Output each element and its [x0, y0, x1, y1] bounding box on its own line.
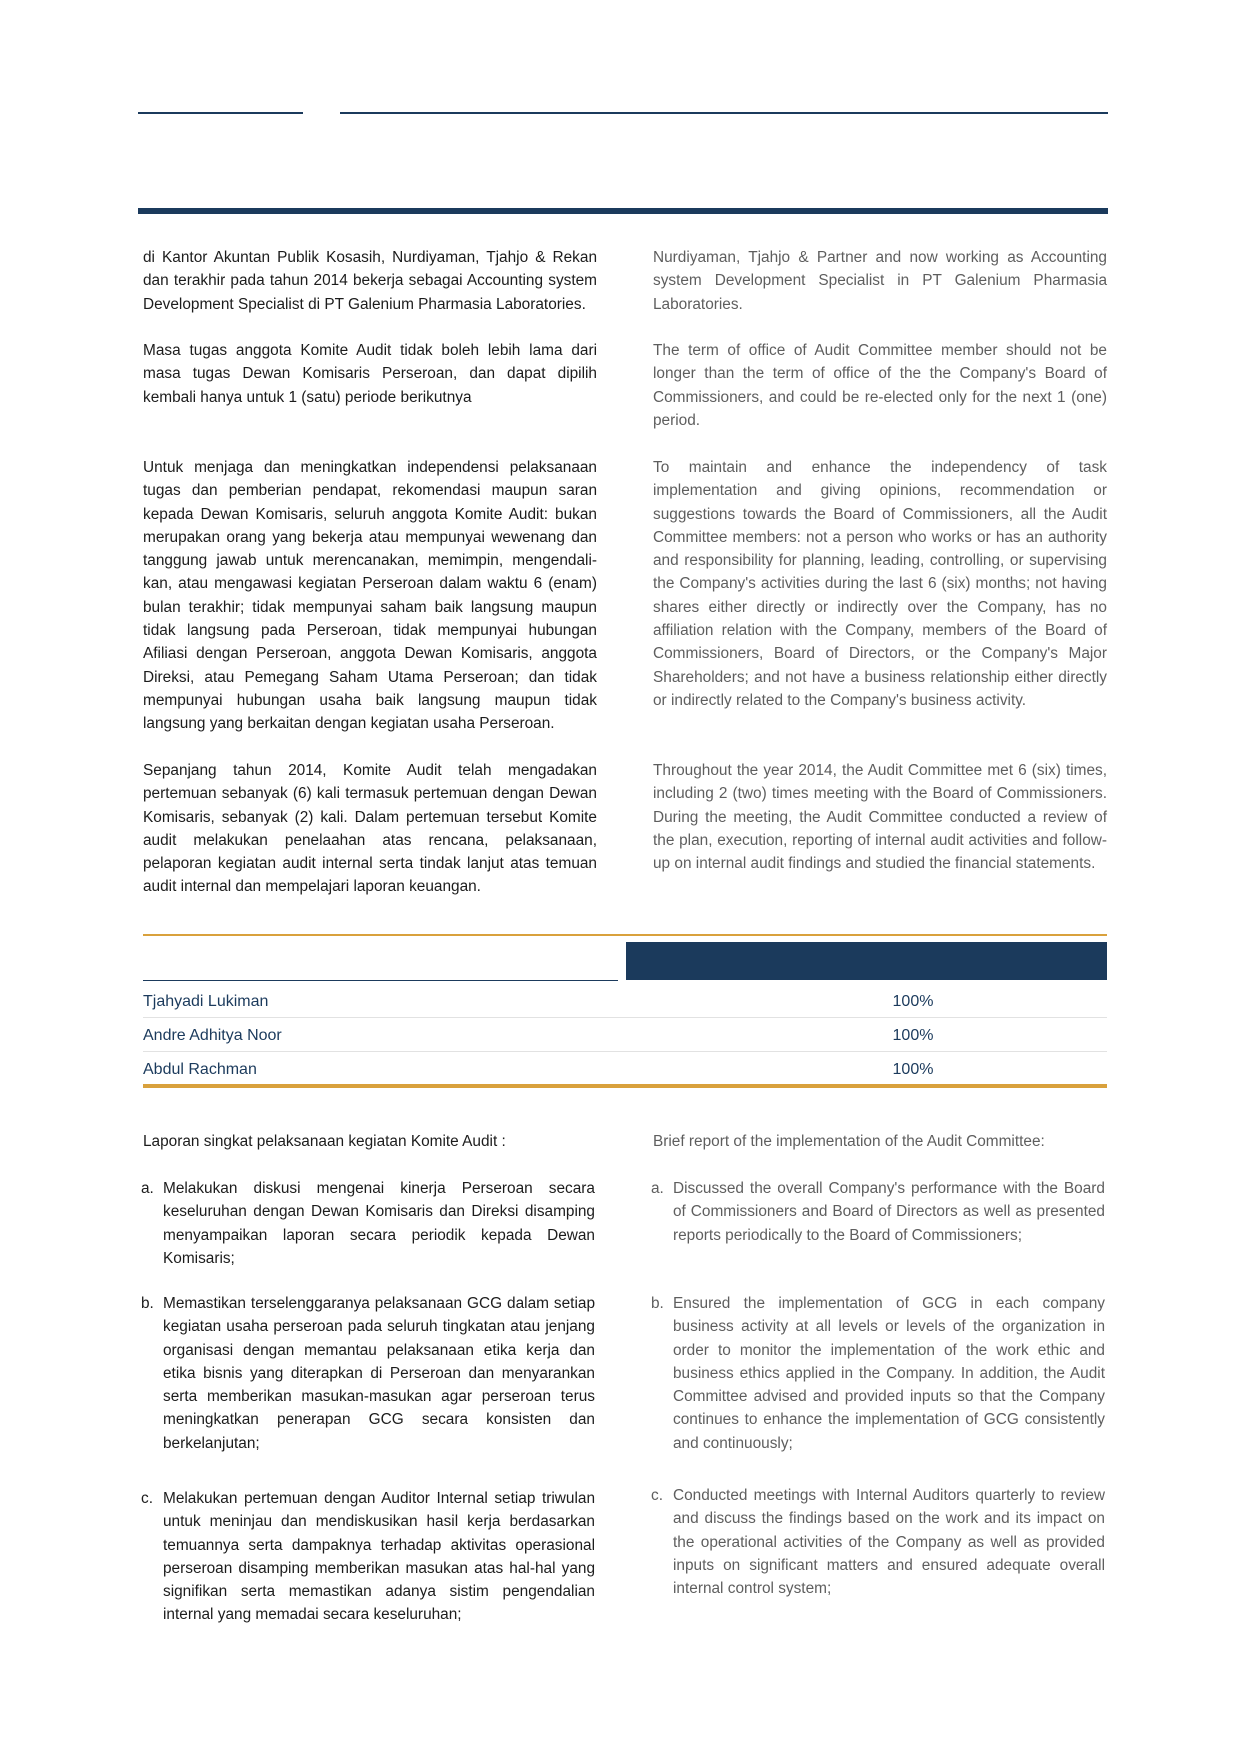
table-header-navy-block	[626, 942, 1107, 980]
left-paragraph-4	[143, 759, 597, 899]
item-letter: b.	[141, 1295, 154, 1312]
report-item-left-b	[141, 1292, 595, 1455]
attendance-value: 100%	[892, 993, 934, 1010]
right-paragraph-3	[653, 456, 1107, 712]
item-letter: c.	[141, 1490, 153, 1507]
header-rule-short	[138, 112, 303, 114]
paragraph-text: di Kantor Akuntan Publik Kosasih, Nurdiyaman, Tjahjo & Rekan dan terakhir pada tahun 2014 bekerja sebagai Accounting system Development Specialist di PT Galenium Pharmasia Laboratories.	[143, 249, 597, 313]
attendance-value: 100%	[892, 1027, 934, 1044]
paragraph-text: To maintain and enhance the independency of task implementation and giving opinions, recommendation or suggestions towards the Board of Commissioners, all the Audit Committee members: not a person who works or has an authority and responsibility for planning, leading, controlling, or supervising the Company's activities during the last 6 (six) months; not having shares either directly or indirectly over the Company, has no affiliation relation with the Company, members of the Board of Commissioners, Board of Directors, or the Company's Major Shareholders; and not have a business relationship either directly or indirectly related to the Company's business activity.	[653, 459, 1107, 709]
report-item-right-a	[651, 1177, 1105, 1247]
left-paragraph-2	[143, 339, 597, 409]
right-paragraph-2	[653, 339, 1107, 432]
table-row	[143, 1053, 1107, 1086]
report-item-left-c	[141, 1487, 595, 1627]
report-intro-right	[653, 1130, 1107, 1153]
right-paragraph-4	[653, 759, 1107, 875]
row-separator	[143, 1017, 1107, 1018]
paragraph-text: The term of office of Audit Committee member should not be longer than the term of office of the the Company's Board of Commissioners, and could be re-elected only for the next 1 (one) period.	[653, 342, 1107, 429]
member-name: Andre Adhitya Noor	[143, 1027, 282, 1044]
report-item-right-b	[651, 1292, 1105, 1455]
table-row	[143, 985, 1107, 1018]
table-top-gold-line	[143, 934, 1107, 936]
intro-text: Laporan singkat pelaksanaan kegiatan Komite Audit :	[143, 1133, 506, 1150]
paragraph-text: Throughout the year 2014, the Audit Committee met 6 (six) times, including 2 (two) times meeting with the Board of Commissioners. During the meeting, the Audit Committee conducted a review of the plan, execution, reporting of internal audit activities and follow-up on internal audit findings and studied the financial statements.	[653, 762, 1107, 873]
item-letter: a.	[651, 1180, 664, 1197]
item-text: Melakukan diskusi mengenai kinerja Perseroan secara keseluruhan dengan Dewan Komisaris dan Direksi disamping menyampaikan laporan secara periodik kepada Dewan Komisaris;	[163, 1180, 595, 1267]
item-letter: b.	[651, 1295, 664, 1312]
item-letter: c.	[651, 1487, 663, 1504]
attendance-value: 100%	[892, 1061, 934, 1078]
table-bottom-gold-line	[143, 1084, 1107, 1088]
table-header-underline	[143, 980, 618, 981]
report-item-left-a	[141, 1177, 595, 1270]
paragraph-text: Masa tugas anggota Komite Audit tidak boleh lebih lama dari masa tugas Dewan Komisaris Perseroan, dan dapat dipilih kembali hanya untuk 1 (satu) periode berikutnya	[143, 342, 597, 406]
left-paragraph-1	[143, 246, 597, 316]
item-text: Melakukan pertemuan dengan Auditor Internal setiap triwulan untuk meninjau dan mendiskusikan hasil kerja berdasarkan temuannya serta dampaknya terhadap aktivitas operasional perseroan disamping memberikan masukan atas hal-hal yang signifikan serta memastikan adanya sistim pengendalian internal yang memadai secara keseluruhan;	[163, 1490, 595, 1624]
item-text: Discussed the overall Company's performance with the Board of Commissioners and Board of Directors as well as presented reports periodically to the Board of Commissioners;	[673, 1180, 1105, 1244]
right-paragraph-1	[653, 246, 1107, 316]
member-name: Abdul Rachman	[143, 1061, 257, 1078]
paragraph-text: Nurdiyaman, Tjahjo & Partner and now working as Accounting system Development Specialist in PT Galenium Pharmasia Laboratories.	[653, 249, 1107, 313]
table-row	[143, 1019, 1107, 1052]
section-divider-thick	[138, 208, 1108, 214]
item-text: Conducted meetings with Internal Auditors quarterly to review and discuss the findings based on the work and its impact on the operational activities of the Company as well as provided inputs on significant matters and ensured adequate overall internal control system;	[673, 1487, 1105, 1598]
paragraph-text: Sepanjang tahun 2014, Komite Audit telah mengadakan pertemuan sebanyak (6) kali termasuk pertemuan dengan Dewan Komisaris, sebanyak (2) kali. Dalam pertemuan tersebut Komite audit melakukan penelaahan atas rencana, pelaksanaan, pelaporan kegiatan audit internal serta tindak lanjut atas temuan audit internal dan mempelajari laporan keuangan.	[143, 762, 597, 896]
report-intro-left	[143, 1130, 597, 1153]
member-name: Tjahyadi Lukiman	[143, 993, 269, 1010]
paragraph-text: Untuk menjaga dan meningkatkan independensi pelaksanaan tugas dan pemberian pendapat, rekomendasi maupun saran kepada Dewan Komisaris, seluruh anggota Komite Audit: bukan merupakan orang yang bekerja atau mempunyai wewenang dan tanggung jawab untuk merencanakan, memimpin, mengendali-kan, atau mengawasi kegiatan Perseroan dalam waktu 6 (enam) bulan terakhir; tidak mempunyai saham baik langsung maupun tidak langsung pada Perseroan, tidak mempunyai hubungan Afiliasi dengan Perseroan, anggota Dewan Komisaris, anggota Direksi, atau Pemegang Saham Utama Perseroan; dan tidak mempunyai hubungan usaha baik langsung maupun tidak langsung yang berkaitan dengan kegiatan usaha Perseroan.	[143, 459, 597, 733]
item-text: Ensured the implementation of GCG in each company business activity at all levels or levels of the organization in order to monitor the implementation of the work ethic and business ethics applied in the Company. In addition, the Audit Committee advised and provided inputs so that the Company continues to enhance the implementation of GCG consistently and continuously;	[673, 1295, 1105, 1452]
left-paragraph-3	[143, 456, 597, 736]
item-text: Memastikan terselenggaranya pelaksanaan GCG dalam setiap kegiatan usaha perseroan pada seluruh tingkatan atau jenjang organisasi dengan memantau pelaksanaan etika kerja dan etika bisnis yang diterapkan di Perseroan dan menyarankan serta memberikan masukan-masukan agar perseroan terus meningkatkan penerapan GCG secara konsisten dan berkelanjutan;	[163, 1295, 595, 1452]
row-separator	[143, 1051, 1107, 1052]
header-rule-long	[340, 112, 1108, 114]
intro-text: Brief report of the implementation of the Audit Committee:	[653, 1133, 1045, 1150]
item-letter: a.	[141, 1180, 154, 1197]
report-item-right-c	[651, 1484, 1105, 1600]
